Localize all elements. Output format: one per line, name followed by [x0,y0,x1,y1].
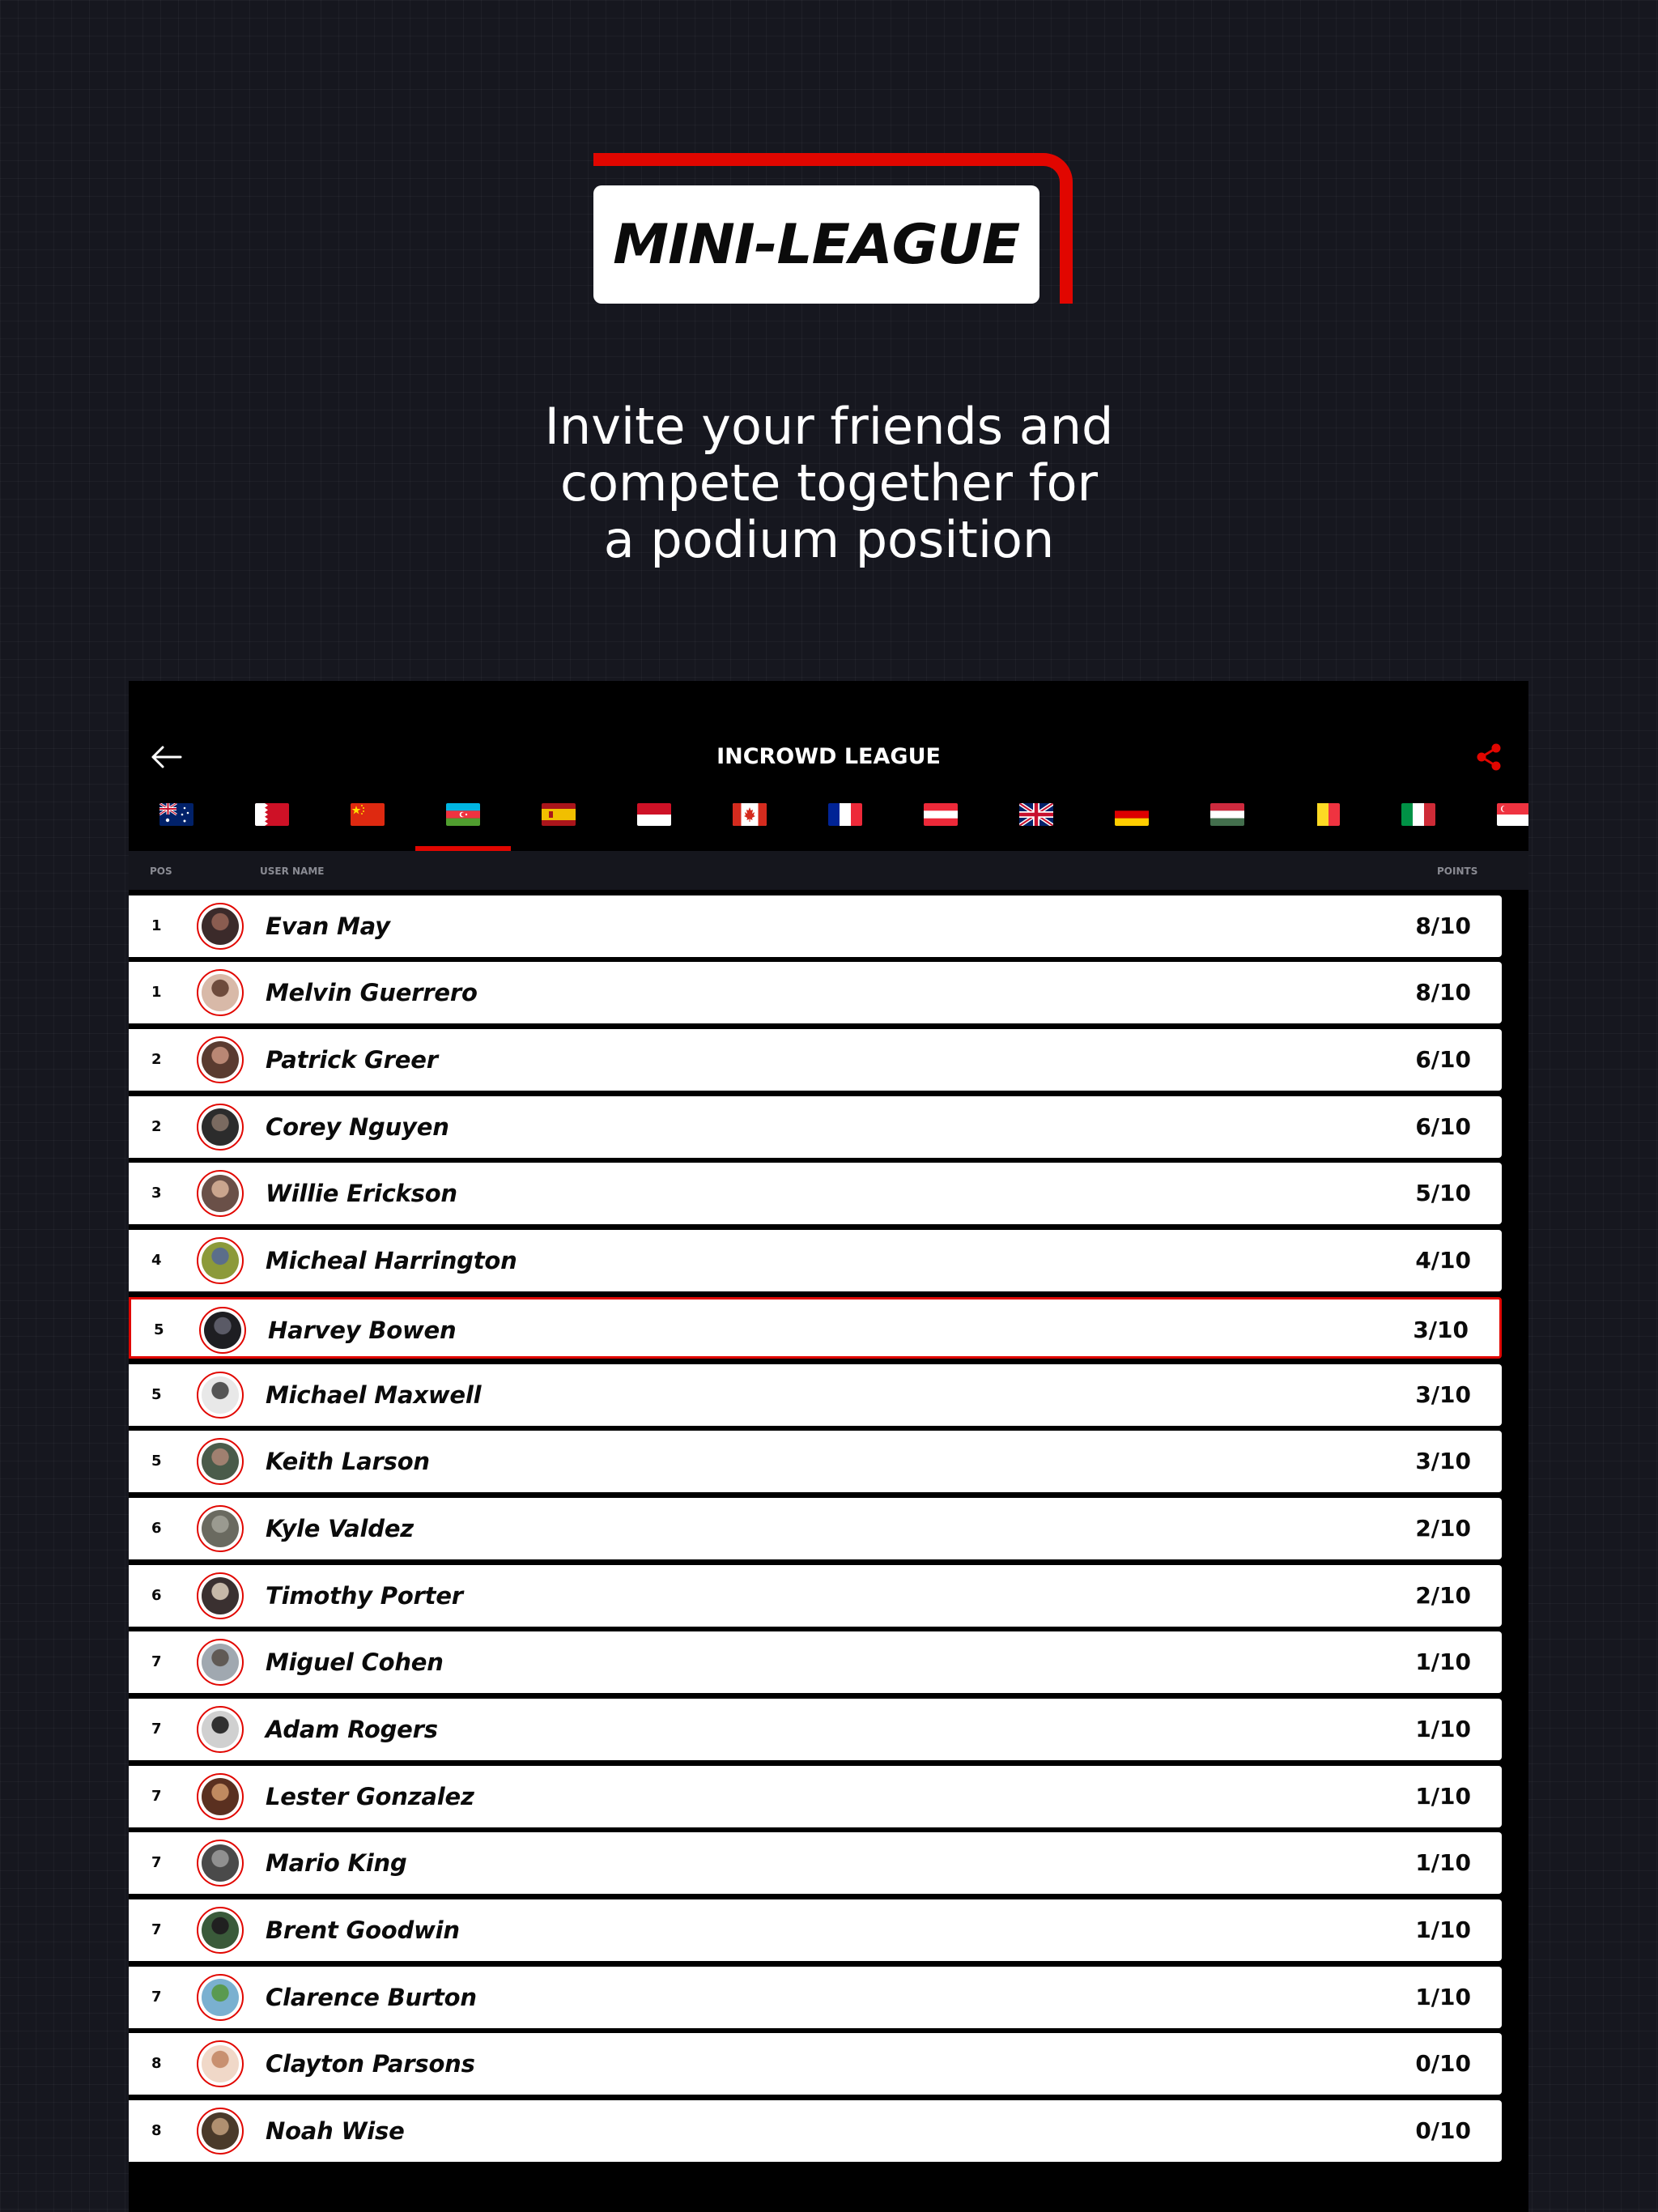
user-name: Noah Wise [266,2117,405,2146]
avatar [197,1036,244,1083]
leaderboard-row[interactable] [129,1832,1502,1894]
avatar [197,1104,244,1151]
league-title: INCROWD LEAGUE [716,744,941,769]
spain-flag-icon [542,803,576,826]
user-points: 6/10 [1415,1046,1471,1074]
user-name: Harvey Bowen [268,1316,457,1344]
user-name: Clayton Parsons [266,2050,475,2078]
user-points: 0/10 [1415,2117,1471,2145]
user-points: 0/10 [1415,2050,1471,2078]
avatar [197,2040,244,2087]
italy-flag-icon [1401,803,1435,826]
row-position: 8 [151,2055,162,2073]
leaderboard-row[interactable] [129,2100,1502,2162]
avatar [197,1840,244,1887]
azerbaijan-flag-icon [446,803,480,826]
user-points: 3/10 [1415,1448,1471,1475]
monaco-flag-icon [637,803,671,826]
leaderboard-row[interactable] [129,1899,1502,1961]
user-name: Brent Goodwin [266,1916,460,1944]
row-position: 5 [151,1453,162,1470]
logo-badge [593,185,1039,304]
row-position: 3 [151,1185,162,1202]
logo-text: MINI-LEAGUE [613,212,1020,277]
user-points: 6/10 [1415,1112,1471,1140]
row-position: 5 [154,1321,164,1338]
leaderboard-row[interactable] [129,1297,1502,1359]
leaderboard-row[interactable] [129,895,1502,957]
row-position: 7 [151,1988,162,2006]
user-points: 2/10 [1415,1581,1471,1609]
tagline-line-1: Invite your friends and [544,397,1114,456]
row-position: 4 [151,1252,162,1270]
user-name: Clarence Burton [266,1983,477,2011]
user-name: Micheal Harrington [266,1247,517,1275]
leaderboard-list [129,890,1502,2162]
row-position: 7 [151,1854,162,1872]
user-points: 2/10 [1415,1514,1471,1542]
user-points: 3/10 [1413,1316,1469,1343]
user-name: Corey Nguyen [266,1112,449,1141]
row-position: 7 [151,1720,162,1738]
user-name: Mario King [266,1849,407,1878]
china-flag-icon [351,803,385,826]
row-position: 7 [151,1921,162,1938]
row-position: 2 [151,1051,162,1069]
avatar [199,1307,246,1354]
tagline-line-2: compete together for [559,453,1099,513]
avatar [197,1907,244,1954]
austria-flag-icon [924,803,958,826]
user-name: Lester Gonzalez [266,1782,474,1810]
avatar [197,1639,244,1686]
singapore-flag-icon [1497,803,1528,826]
avatar [197,1505,244,1552]
user-points: 5/10 [1415,1180,1471,1207]
flag-tab-germany[interactable] [1084,793,1180,851]
leaderboard-row[interactable] [129,1565,1502,1627]
leaderboard-row[interactable] [129,1431,1502,1492]
user-name: Evan May [266,912,390,940]
avatar [197,969,244,1016]
row-position: 6 [151,1586,162,1604]
top-bar [129,681,1528,851]
bahrain-flag-icon [255,803,289,826]
user-name: Michael Maxwell [266,1380,482,1409]
col-points: POINTS [1437,866,1478,877]
flag-tab-spain[interactable] [511,793,606,851]
flag-tab-bahrain[interactable] [224,793,320,851]
flag-tab-italy[interactable] [1371,793,1466,851]
share-icon [1475,742,1503,772]
hero-tagline [0,398,1658,568]
leaderboard-row[interactable] [129,1699,1502,1760]
great-britain-flag-icon [1019,803,1053,826]
mini-league-logo [593,153,1073,304]
leaderboard-row[interactable] [129,1096,1502,1158]
flag-tab-canada[interactable] [702,793,797,851]
user-points: 8/10 [1415,912,1471,939]
user-name: Patrick Greer [266,1046,438,1074]
user-points: 1/10 [1415,1849,1471,1877]
user-points: 4/10 [1415,1247,1471,1274]
user-points: 1/10 [1415,1648,1471,1676]
row-position: 6 [151,1519,162,1537]
flag-tab-france[interactable] [797,793,893,851]
flag-tab-china[interactable] [320,793,415,851]
row-position: 1 [151,917,162,934]
leaderboard-row[interactable] [129,1029,1502,1091]
tagline-line-3: a podium position [603,510,1055,569]
avatar [197,1438,244,1485]
row-position: 5 [151,1385,162,1403]
flag-tab-monaco[interactable] [606,793,702,851]
user-name: Willie Erickson [266,1180,457,1208]
avatar [197,903,244,950]
avatar [197,1170,244,1217]
user-name: Adam Rogers [266,1715,438,1743]
league-screen [129,681,1528,2212]
row-position: 1 [151,984,162,1002]
avatar [197,1706,244,1753]
user-points: 1/10 [1415,1715,1471,1742]
flag-tab-australia[interactable] [129,793,224,851]
canada-flag-icon [733,803,767,826]
col-pos: POS [150,866,172,877]
user-points: 1/10 [1415,1916,1471,1943]
leaderboard-row[interactable] [129,962,1502,1023]
avatar [197,1974,244,2021]
leaderboard-row[interactable] [129,1631,1502,1693]
user-points: 1/10 [1415,1983,1471,2010]
leaderboard-row[interactable] [129,1230,1502,1291]
user-points: 3/10 [1415,1380,1471,1408]
user-name: Keith Larson [266,1448,430,1476]
row-position: 2 [151,1117,162,1135]
row-position: 8 [151,2122,162,2140]
user-name: Miguel Cohen [266,1648,444,1677]
user-name: Kyle Valdez [266,1514,414,1542]
column-headers [129,851,1528,890]
germany-flag-icon [1115,803,1149,826]
col-user-name: USER NAME [260,866,325,877]
leaderboard-row[interactable] [129,1498,1502,1559]
flag-tab-austria[interactable] [893,793,988,851]
belgium-flag-icon [1306,803,1340,826]
flag-tab-singapore[interactable] [1466,793,1528,851]
avatar [197,2108,244,2155]
share-button[interactable] [1466,734,1511,780]
flag-tab-hungary[interactable] [1180,793,1275,851]
leaderboard-row[interactable] [129,1967,1502,2028]
user-points: 8/10 [1415,979,1471,1006]
leaderboard-row[interactable] [129,1766,1502,1827]
flag-tab-belgium[interactable] [1275,793,1371,851]
row-position: 7 [151,1787,162,1805]
leaderboard-row[interactable] [129,2033,1502,2095]
row-position: 7 [151,1653,162,1671]
hungary-flag-icon [1210,803,1244,826]
leaderboard-row[interactable] [129,1364,1502,1426]
flag-tab-azerbaijan[interactable] [415,793,511,851]
australia-flag-icon [159,803,193,826]
avatar [197,1237,244,1284]
avatar [197,1773,244,1820]
user-points: 1/10 [1415,1782,1471,1810]
avatar [197,1572,244,1619]
avatar [197,1372,244,1419]
leaderboard-row[interactable] [129,1163,1502,1224]
user-name: Melvin Guerrero [266,979,478,1007]
user-name: Timothy Porter [266,1581,463,1610]
france-flag-icon [828,803,862,826]
flag-tab-great-britain[interactable] [988,793,1084,851]
race-flag-tabs [129,793,1528,851]
